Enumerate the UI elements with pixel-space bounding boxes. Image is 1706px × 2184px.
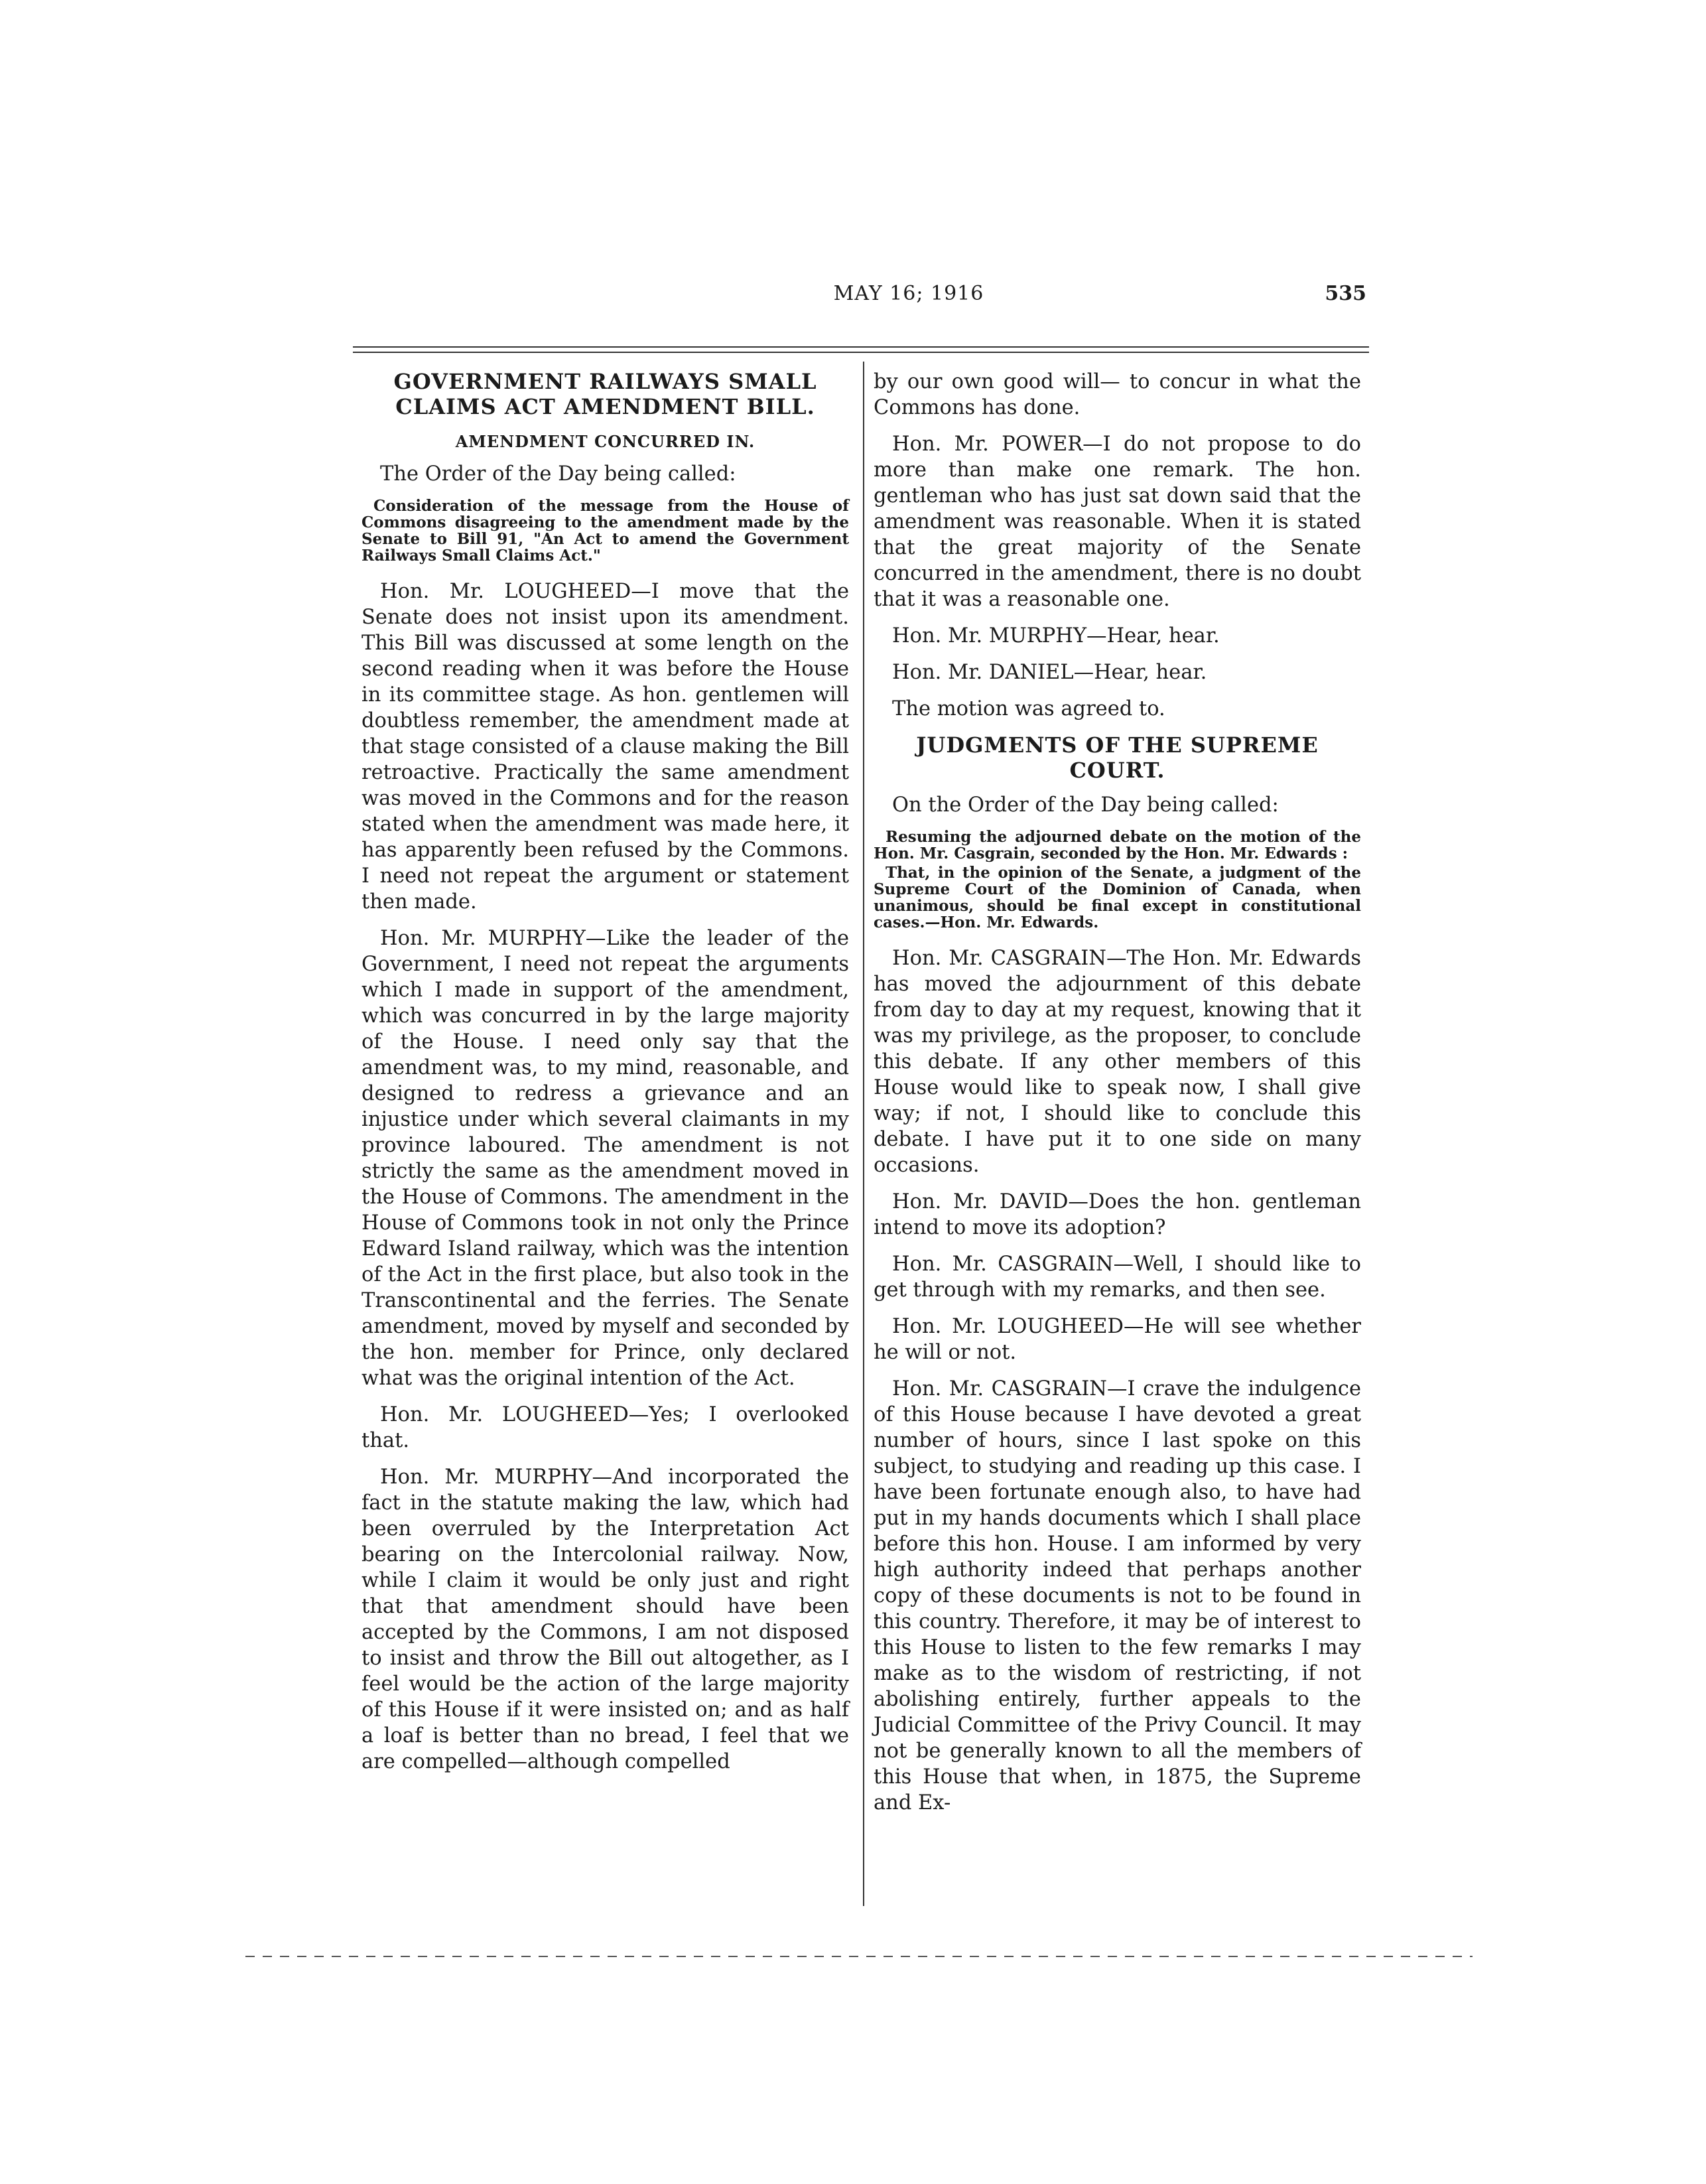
- speech-paragraph: Hon. Mr. DANIEL—Hear, hear.: [892, 661, 1207, 684]
- speech-paragraph: Hon. Mr. LOUGHEED—I move that the Senate does not insist upon its amendment. This Bill was discussed at some length on the second reading when it was before the House in its committee stage. As hon. gentlemen will doubtless remember, the amendment made at that stage consisted of a clause making the Bill retroactive. Practically the same amendment was moved in the Commons and for the reason stated when the amendment was made here, it has apparently been refused by the Commons. I need not repeat the argument or statement then made.: [361, 580, 849, 914]
- speech-paragraph: Hon. Mr. CASGRAIN—The Hon. Mr. Edwards has moved the adjournment of this debate from day to day at my request, knowing that it was my privilege, as the proposer, to conclude this debate. If any other members of this House would like to speak now, I shall give way; if not, I should like to conclude this debate. I have put it to one side on many occasions.: [874, 947, 1361, 1177]
- speech-continuation: by our own good will— to concur in what the Commons has done.: [874, 370, 1361, 419]
- footer-rule: [245, 1956, 1473, 1957]
- motion-text: That, in the opinion of the Senate, a judgment of the Supreme Court of the Dominion of Canada, when unanimous, should be final except in constitutional cases.—Hon. Mr. Edwards.: [874, 864, 1361, 931]
- speech-paragraph: Hon. Mr. MURPHY—Hear, hear.: [892, 624, 1220, 648]
- speech-paragraph: Hon. Mr. CASGRAIN—I crave the indulgence of this House because I have devoted a great number of hours, since I last spoke on this subject, to studying and reading up this case. I have been fortunate enough also, to have had put in my hands documents which I shall place before this hon. House. I am informed by very high authority indeed that perhaps another copy of these documents is not to be found in this country. Therefore, it may be of interest to this House to listen to the few remarks I may make as to the wisdom of restricting, if not abolishing entirely, further appeals to the Judicial Committee of the Privy Council. It may not be generally known to all the members of this House that when, in 1875, the Supreme and Ex-: [874, 1377, 1361, 1814]
- subheading-amendment-concurred: AMENDMENT CONCURRED IN.: [455, 432, 755, 451]
- order-of-day-line: The Order of the Day being called:: [380, 462, 736, 486]
- speech-paragraph: Hon. Mr. LOUGHEED—He will see whether he will or not.: [874, 1315, 1361, 1364]
- speech-paragraph: Hon. Mr. MURPHY—Like the leader of the Government, I need not repeat the arguments which I made in support of the amendment, which was concurred in by the large majority of the House. I need only say that the amendment was, to my mind, reasonable, and designed to redress a grievance and an injustice under which several claimants in my province laboured. The amendment is not strictly the same as the amendment moved in the House of Commons. The amendment in the House of Commons took in not only the Prince Edward Island railway, which was the intention of the Act in the first place, but also took in the Transcontinental and the ferries. The Senate amendment, moved by myself and seconded by the hon. member for Prince, only declared what was the original intention of the Act.: [361, 927, 849, 1390]
- page-header: [352, 282, 1366, 315]
- speech-paragraph: Hon. Mr. LOUGHEED—Yes; I overlooked that.: [361, 1403, 849, 1452]
- left-column: [361, 369, 849, 1785]
- speech-paragraph: Hon. Mr. CASGRAIN—Well, I should like to get through with my remarks, and then see.: [874, 1253, 1361, 1302]
- right-column: [874, 369, 1361, 1826]
- speech-paragraph: Hon. Mr. MURPHY—And incorporated the fact in the statute making the law, which had been overruled by the Interpretation Act bearing on the Intercolonial railway. Now, while I claim it would be only just and right that that amendment should have been accepted by the Commons, I am not disposed to insist and throw the Bill out altogether, as I feel would be the action of the large majority of this House if it were insisted on; and as half a loaf is better than no bread, I feel that we are compelled—although compelled: [361, 1466, 849, 1773]
- section-heading-railways: GOVERNMENT RAILWAYS SMALL CLAIMS ACT AMENDMENT BILL.: [393, 369, 817, 419]
- section-heading-supreme-court: JUDGMENTS OF THE SUPREME COURT.: [916, 732, 1319, 783]
- order-of-day-line: On the Order of the Day being called:: [892, 793, 1279, 817]
- page-number: 535: [1325, 282, 1366, 305]
- header-rule: [353, 346, 1369, 353]
- column-divider: [863, 362, 864, 1906]
- running-title: MAY 16; 1916: [833, 282, 984, 305]
- speech-paragraph: The motion was agreed to.: [892, 697, 1165, 720]
- motion-text: Resuming the adjourned debate on the motion of the Hon. Mr. Casgrain, seconded by the Hon. Mr. Edwards :: [874, 828, 1361, 862]
- speech-paragraph: Hon. Mr. DAVID—Does the hon. gentleman intend to move its adoption?: [874, 1190, 1361, 1239]
- motion-text: Consideration of the message from the House of Commons disagreeing to the amendment made by the Senate to Bill 91, "An Act to amend the Government Railways Small Claims Act.": [361, 497, 849, 565]
- speech-paragraph: Hon. Mr. POWER—I do not propose to do more than make one remark. The hon. gentleman who has just sat down said that the amendment was reasonable. When it is stated that the great majority of the Senate concurred in the amendment, there is no doubt that it was a reasonable one.: [874, 433, 1361, 611]
